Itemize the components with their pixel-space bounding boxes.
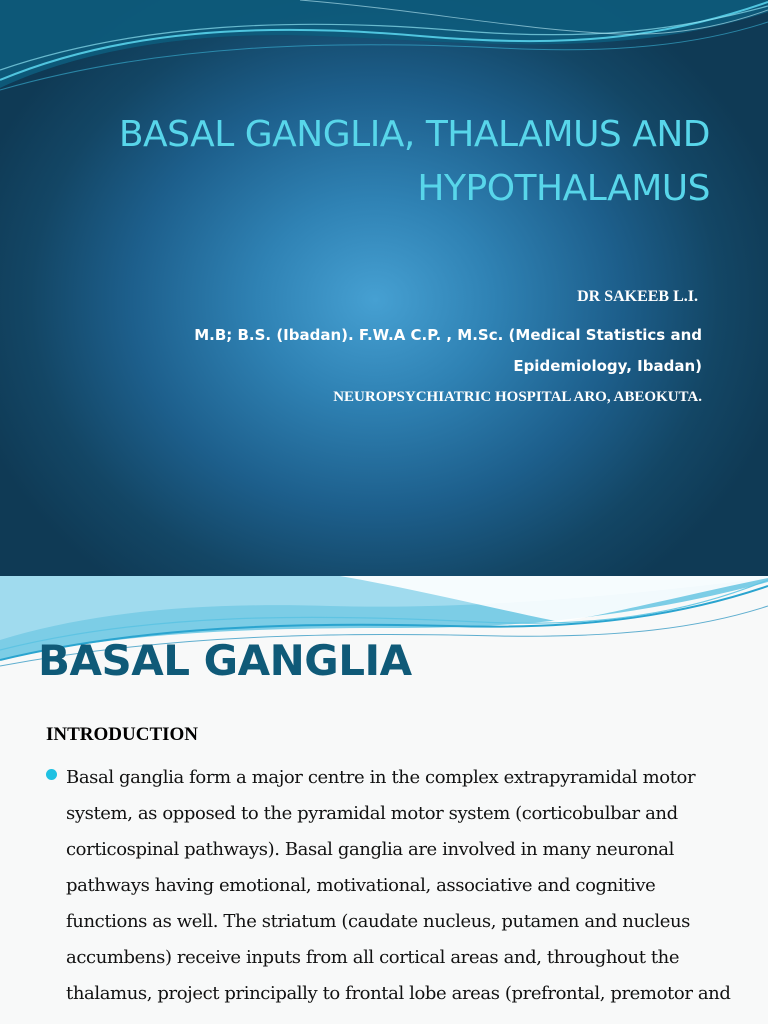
content-slide — [0, 576, 768, 1024]
institution-name: NEUROPSYCHIATRIC HOSPITAL ARO, ABEOKUTA. — [333, 389, 702, 405]
slide-title: BASAL GANGLIA, THALAMUS AND HYPOTHALAMUS — [118, 114, 710, 209]
bullet-text: Basal ganglia form a major centre in the complex extrapyramidal motor system, as opposed to the pyramidal motor system (corticobulbar and corticospinal pathways). Basal ganglia are involved in many neuronal pathways having emotional, motivational, associative and cognitive functions as well. The striatum (caudate nucleus, putamen and nucleus accumbens) receive inputs from all cortical areas and, throughout the thalamus, project principally to frontal lobe areas (prefrontal, premotor and — [66, 767, 731, 1004]
author-name: DR SAKEEB L.I. — [577, 288, 698, 305]
section-heading: INTRODUCTION — [46, 724, 199, 745]
wave-decoration — [0, 0, 768, 100]
bullet-icon — [46, 769, 57, 780]
author-credentials: M.B; B.S. (Ibadan). F.W.A C.P. , M.Sc. (Medical Statistics and Epidemiology, Ibadan) — [194, 326, 702, 375]
slide-title: BASAL GANGLIA — [38, 636, 412, 685]
